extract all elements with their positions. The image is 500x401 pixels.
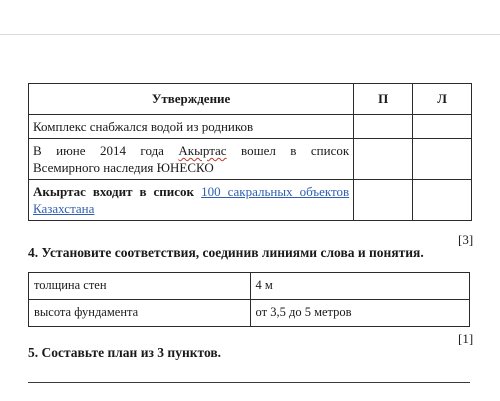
answer-cell-false[interactable]	[413, 180, 472, 221]
table-row	[29, 273, 470, 300]
statement-cell	[29, 139, 354, 180]
task-5-heading: 5. Составьте план из 3 пунктов.	[28, 345, 222, 360]
statement-line	[33, 200, 349, 217]
header-statement: Утверждение	[29, 84, 354, 115]
table-header-row	[29, 84, 472, 115]
statement-line: Всемирного наследия ЮНЕСКО	[33, 160, 214, 175]
statement-cell	[29, 180, 354, 221]
task-4-heading: 4. Установите соответствия, соединив линиями слова и понятия.	[28, 245, 424, 260]
table-row	[29, 115, 472, 139]
table-row	[29, 300, 470, 327]
statements-table	[28, 83, 472, 221]
statement-line	[33, 142, 349, 159]
answer-cell-false[interactable]	[413, 139, 472, 180]
term-cell: толщина стен	[29, 273, 251, 300]
spellcheck-word: Акыртас	[178, 143, 227, 158]
score-label: [1]	[458, 331, 474, 346]
answer-cell-true[interactable]	[354, 139, 413, 180]
header-false: Л	[413, 84, 472, 115]
score-label: [3]	[458, 232, 474, 247]
statement-text: вошел в список	[226, 143, 350, 158]
answer-cell-true[interactable]	[354, 180, 413, 221]
table-row	[29, 180, 472, 221]
value-cell: от 3,5 до 5 метров	[250, 300, 469, 327]
statement-link[interactable]: Казахстана	[33, 201, 95, 216]
matching-table	[28, 272, 470, 327]
statement-link[interactable]: 100 сакральных объектов	[201, 184, 350, 199]
statement-text: В июне 2014 года	[33, 143, 179, 158]
answer-cell-true[interactable]	[354, 115, 413, 139]
answer-line[interactable]	[28, 382, 470, 383]
statement-line	[33, 183, 349, 200]
term-cell: высота фундамента	[29, 300, 251, 327]
statement-cell: Комплекс снабжался водой из родников	[29, 115, 354, 139]
header-true: П	[354, 84, 413, 115]
table-row	[29, 139, 472, 180]
value-cell: 4 м	[250, 273, 469, 300]
page-top-divider	[0, 34, 500, 35]
statement-text: Акыртас входит в список	[33, 184, 202, 199]
answer-cell-false[interactable]	[413, 115, 472, 139]
